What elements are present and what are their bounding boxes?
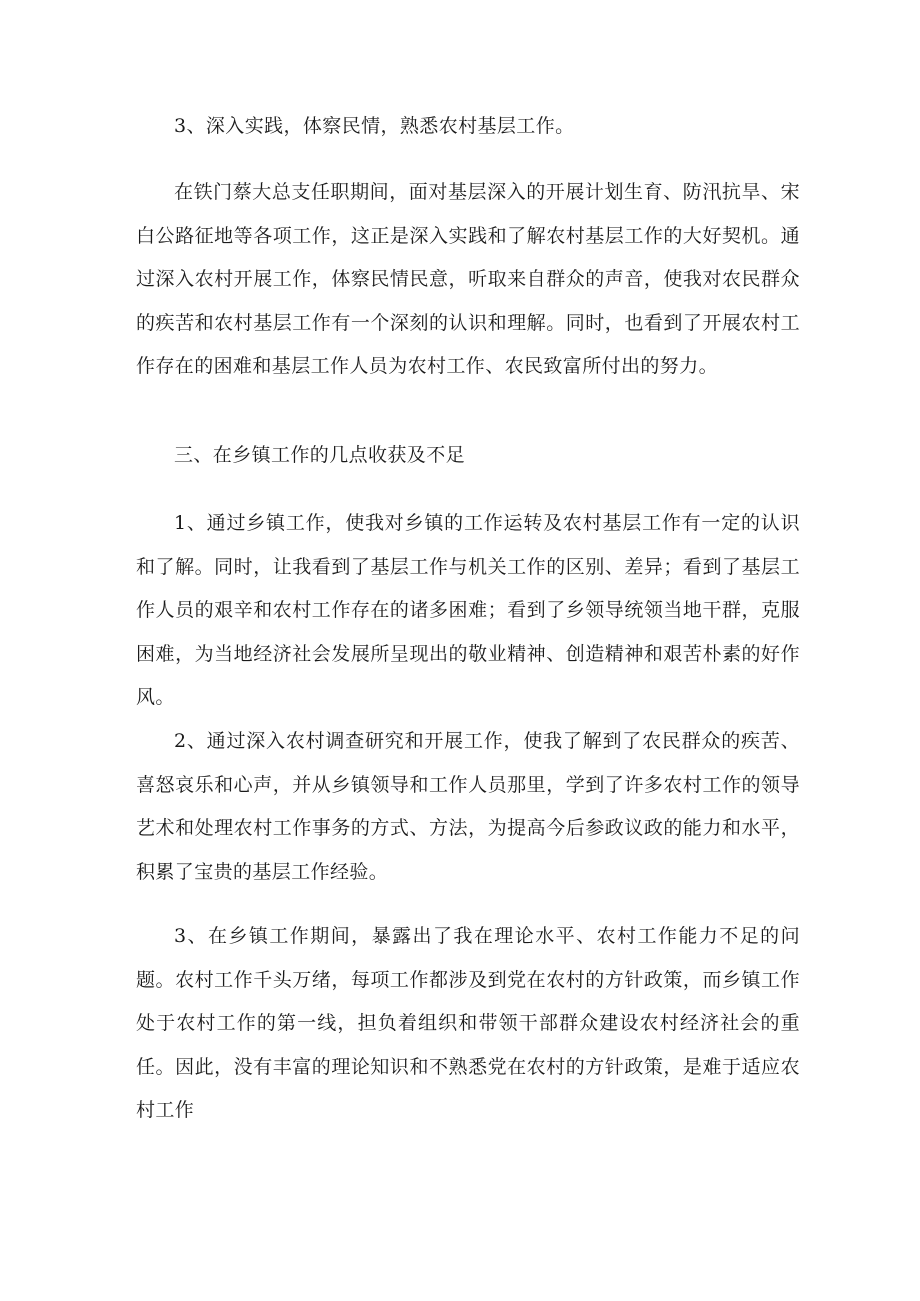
body-paragraph-item-2: 2、通过深入农村调查研究和开展工作，使我了解到了农民群众的疾苦、喜怒哀乐和心声，并从乡镇领导和工作人员那里，学到了许多农村工作的领导艺术和处理农村工作事务的方式、方法，为提高今后参政议政的能力和水平，积累了宝贵的基层工作经验。 [136, 730, 800, 883]
body-paragraph-item-3: 3、在乡镇工作期间，暴露出了我在理论水平、农村工作能力不足的问题。农村工作千头万绪，每项工作都涉及到党在农村的方针政策，而乡镇工作处于农村工作的第一线，担负着组织和带领干部群众建设农村经济社会的重任。因此，没有丰富的理论知识和不熟悉党在农村的方针政策，是难于适应农村工作 [136, 925, 800, 1121]
section-item-3-heading: 3、深入实践，体察民情，熟悉农村基层工作。 [174, 115, 575, 137]
body-paragraph-tiemencai: 在铁门蔡大总支任职期间，面对基层深入的开展计划生育、防汛抗旱、宋白公路征地等各项工作，这正是深入实践和了解农村基层工作的大好契机。通过深入农村开展工作，体察民情民意，听取来自群众的声音，使我对农民群众的疾苦和农村基层工作有一个深刻的认识和理解。同时，也看到了开展农村工作存在的困难和基层工作人员为农村工作、农民致富所付出的努力。 [136, 181, 800, 377]
body-paragraph-item-1: 1、通过乡镇工作，使我对乡镇的工作运转及农村基层工作有一定的认识和了解。同时，让我看到了基层工作与机关工作的区别、差异；看到了基层工作人员的艰辛和农村工作存在的诸多困难；看到了乡领导统领当地干群，克服困难，为当地经济社会发展所呈现出的敬业精神、创造精神和艰苦朴素的好作风。 [136, 512, 800, 708]
section-heading-gains-and-shortcomings: 三、在乡镇工作的几点收获及不足 [174, 444, 466, 466]
